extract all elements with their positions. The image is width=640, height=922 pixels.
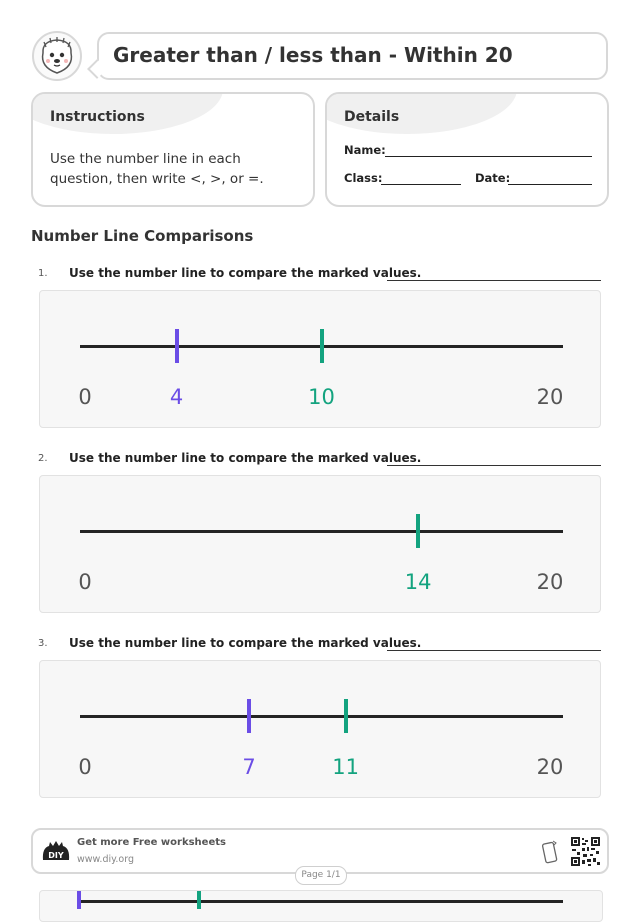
number-line-end-label: 20 bbox=[536, 570, 564, 594]
phone-icon bbox=[542, 840, 558, 864]
question-prompt: Use the number line to compare the marked values. bbox=[69, 636, 422, 650]
question-number: 3. bbox=[38, 638, 48, 649]
number-line-mark-label: 7 bbox=[242, 755, 256, 779]
diy-logo-text: DIY bbox=[48, 851, 64, 860]
diy-logo bbox=[41, 840, 71, 864]
number-line-mark-purple bbox=[175, 329, 179, 363]
question-prompt: Use the number line to compare the marked values. bbox=[69, 266, 422, 280]
date-label: Date: bbox=[475, 171, 511, 185]
number-line-axis bbox=[80, 715, 563, 718]
number-line-axis bbox=[80, 530, 563, 533]
mascot-icon bbox=[34, 33, 80, 79]
instructions-title: Instructions bbox=[50, 109, 145, 125]
answer-line[interactable] bbox=[387, 650, 601, 651]
number-line-mark-green bbox=[344, 699, 348, 733]
page-title: Greater than / less than - Within 20 bbox=[113, 43, 513, 67]
question-number: 1. bbox=[38, 268, 48, 279]
number-line-card bbox=[39, 475, 601, 613]
instructions-card bbox=[31, 92, 315, 207]
number-line-mark-purple bbox=[247, 699, 251, 733]
number-line-mark-green bbox=[416, 514, 420, 548]
name-label: Name: bbox=[344, 143, 386, 157]
number-line-start-label: 0 bbox=[78, 385, 92, 409]
class-label: Class: bbox=[344, 171, 383, 185]
qr-code-icon bbox=[570, 836, 601, 867]
section-title: Number Line Comparisons bbox=[31, 227, 254, 245]
date-field[interactable] bbox=[508, 184, 592, 185]
name-field[interactable] bbox=[385, 156, 592, 157]
number-line-start-label: 0 bbox=[78, 570, 92, 594]
mascot-avatar bbox=[32, 31, 82, 81]
class-field[interactable] bbox=[381, 184, 461, 185]
footer-title: Get more Free worksheets bbox=[77, 837, 226, 848]
number-line-end-label: 20 bbox=[536, 385, 564, 409]
partial-number-line-card bbox=[39, 890, 603, 922]
number-line-end-label: 20 bbox=[536, 755, 564, 779]
number-line-start-label: 0 bbox=[78, 755, 92, 779]
question-number: 2. bbox=[38, 453, 48, 464]
answer-line[interactable] bbox=[387, 280, 601, 281]
number-line-mark-label: 14 bbox=[404, 570, 432, 594]
details-title: Details bbox=[344, 109, 400, 125]
question-prompt: Use the number line to compare the marked values. bbox=[69, 451, 422, 465]
title-bubble bbox=[97, 32, 608, 80]
diy-logo-icon bbox=[41, 840, 71, 864]
number-line-card bbox=[39, 660, 601, 798]
number-line-card bbox=[39, 290, 601, 428]
number-line-mark-label: 10 bbox=[308, 385, 335, 409]
number-line-mark-label: 11 bbox=[332, 755, 360, 779]
instructions-text: Use the number line in each question, then write <, >, or =. bbox=[50, 151, 264, 187]
number-line-mark-green bbox=[320, 329, 324, 363]
details-card bbox=[325, 92, 609, 207]
number-line-mark-label: 4 bbox=[169, 385, 184, 409]
answer-line[interactable] bbox=[387, 465, 601, 466]
footer-url[interactable]: www.diy.org bbox=[77, 854, 134, 865]
page-indicator: Page 1/1 bbox=[295, 866, 347, 885]
